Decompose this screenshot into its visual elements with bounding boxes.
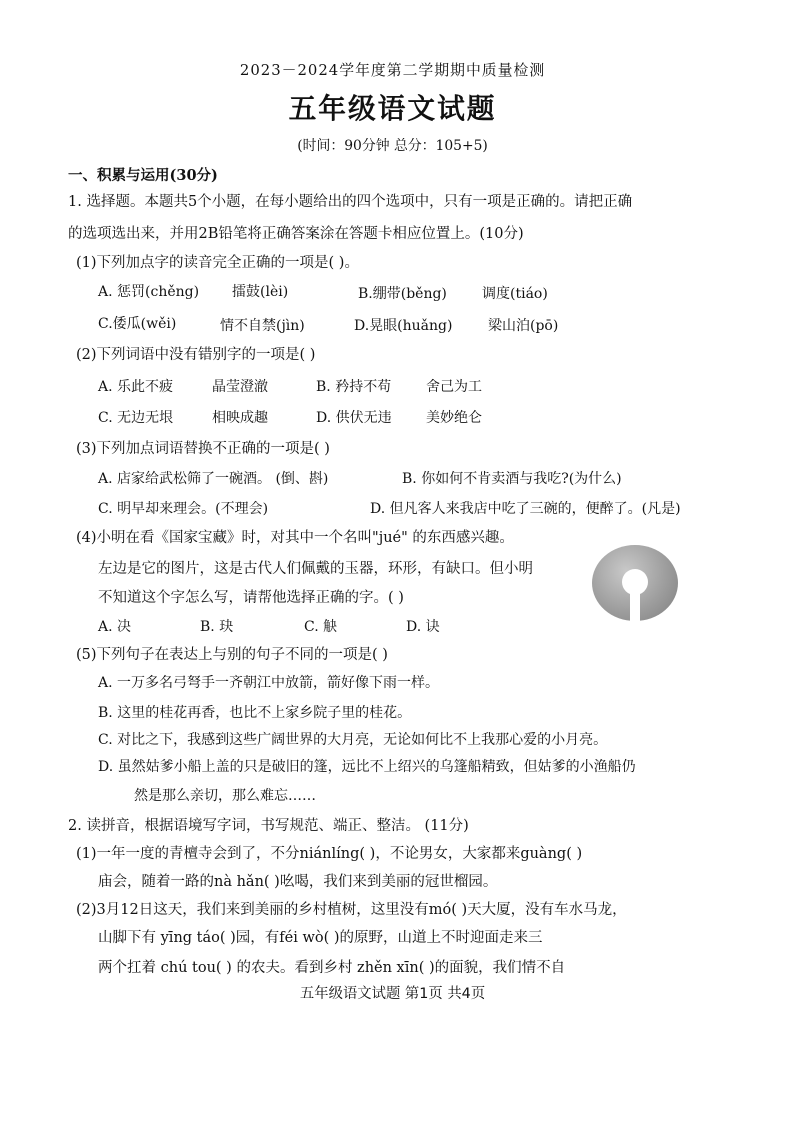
exam-info: (时间：90分钟 总分：105+5) [297,138,488,154]
jade-gap [630,589,640,623]
q2-para1-line2: 庙会，随着一路的nà hǎn( )吆喝，我们来到美丽的冠世榴园。 [98,874,498,890]
q1-stem-line1: 1. 选择题。本题共5个小题，在每小题给出的四个选项中，只有一项是正确的。请把正确 [68,194,633,210]
q1-sub3-option-c: C. 明早却来理会。(不理会) [98,501,269,517]
q1-sub1-option-b2: 调度(tiáo) [482,286,548,302]
page-footer: 五年级语文试题 第1页 共4页 [299,986,486,1002]
q1-sub1-question: (1)下列加点字的读音完全正确的一项是( )。 [76,255,359,271]
q1-sub2-option-b1: B. 矜持不苟 [316,379,392,395]
q1-sub1-option-b1: B.绷带(běng) [358,286,447,302]
q1-sub1-option-a2: 擂鼓(lèi) [232,284,289,300]
q1-sub1-option-a1: A. 惩罚(chěng) [98,284,200,300]
q1-sub2-option-c2: 相映成趣 [212,410,268,426]
q1-sub4-line2: 左边是它的图片，这是古代人们佩戴的玉器，环形，有缺口。但小明 [98,561,533,577]
q1-sub5-option-c: C. 对比之下，我感到这些广阔世界的大月亮，无论如何比不上我那心爱的小月亮。 [98,732,608,748]
q1-sub1-option-c1: C.倭瓜(wěi) [98,316,177,332]
jade-jue-image [592,545,678,621]
q1-sub4-line3: 不知道这个字怎么写，请帮他选择正确的字。( ) [98,590,404,606]
q1-sub4-option-d: D. 诀 [406,619,440,635]
q1-sub2-option-c1: C. 无边无垠 [98,410,174,426]
exam-title: 五年级语文试题 [288,92,497,125]
q1-sub5-option-d-line2: 然是那么亲切，那么难忘…… [134,788,316,804]
q1-sub5-option-b: B. 这里的桂花再香，也比不上家乡院子里的桂花。 [98,705,412,721]
q1-sub5-option-d-line1: D. 虽然姑爹小船上盖的只是破旧的篷，远比不上绍兴的乌篷船精致，但姑爹的小渔船仍 [98,759,636,775]
q1-sub4-option-b: B. 玦 [200,619,234,635]
q1-sub2-question: (2)下列词语中没有错别字的一项是( ) [76,347,316,363]
q1-sub3-option-b: B. 你如何不肯卖酒与我吃?(为什么) [402,471,622,487]
q2-para2-line1: (2)3月12日这天，我们来到美丽的乡村植树，这里没有mó( )天大厦，没有车水马龙， [76,902,627,918]
q2-para1-line1: (1)一年一度的青檀寺会到了，不分niánlíng( )，不论男女，大家都来guàng( ) [76,846,583,862]
q1-sub1-option-d1: D.晃眼(huǎng) [354,318,453,334]
q1-sub4-question: (4)小明在看《国家宝藏》时，对其中一个名叫"jué" 的东西感兴趣。 [76,530,514,546]
q1-sub2-option-a1: A. 乐此不疲 [98,379,174,395]
q1-sub1-option-c2: 情不自禁(jìn) [220,318,305,334]
q2-para2-line2: 山脚下有 yīng táo( )园，有féi wò( )的原野，山道上不时迎面走来三 [98,930,543,946]
exam-subtitle: 2023－2024学年度第二学期期中质量检测 [239,61,546,79]
q1-sub3-option-d: D. 但凡客人来我店中吃了三碗的，便醉了。(凡是) [370,501,681,517]
q1-sub5-option-a: A. 一万多名弓弩手一齐朝江中放箭，箭好像下雨一样。 [98,675,440,691]
q1-sub3-option-a: A. 店家给武松筛了一碗酒。 (倒、斟) [98,471,329,487]
q1-sub2-option-d2: 美妙绝仑 [426,410,482,426]
q1-sub1-option-d2: 梁山泊(pō) [488,318,559,334]
q2-stem: 2. 读拼音，根据语境写字词，书写规范、端正、整洁。 (11分) [68,818,469,834]
q1-stem-line2: 的选项选出来，并用2B铅笔将正确答案涂在答题卡相应位置上。(10分) [68,226,524,242]
q1-sub3-question: (3)下列加点词语替换不正确的一项是( ) [76,441,330,457]
q1-sub2-option-a2: 晶莹澄澈 [212,379,268,395]
q1-sub2-option-d1: D. 供伏无违 [316,410,392,426]
q2-para2-line3: 两个扛着 chú tou( ) 的农夫。看到乡村 zhěn xīn( )的面貌，我们情不自 [98,960,566,976]
section-heading: 一、积累与运用(30分) [68,167,218,184]
q1-sub4-option-a: A. 决 [98,619,132,635]
q1-sub4-option-c: C. 觖 [304,619,338,635]
q1-sub2-option-b2: 舍己为工 [426,379,482,395]
q1-sub5-question: (5)下列句子在表达上与别的句子不同的一项是( ) [76,647,388,663]
